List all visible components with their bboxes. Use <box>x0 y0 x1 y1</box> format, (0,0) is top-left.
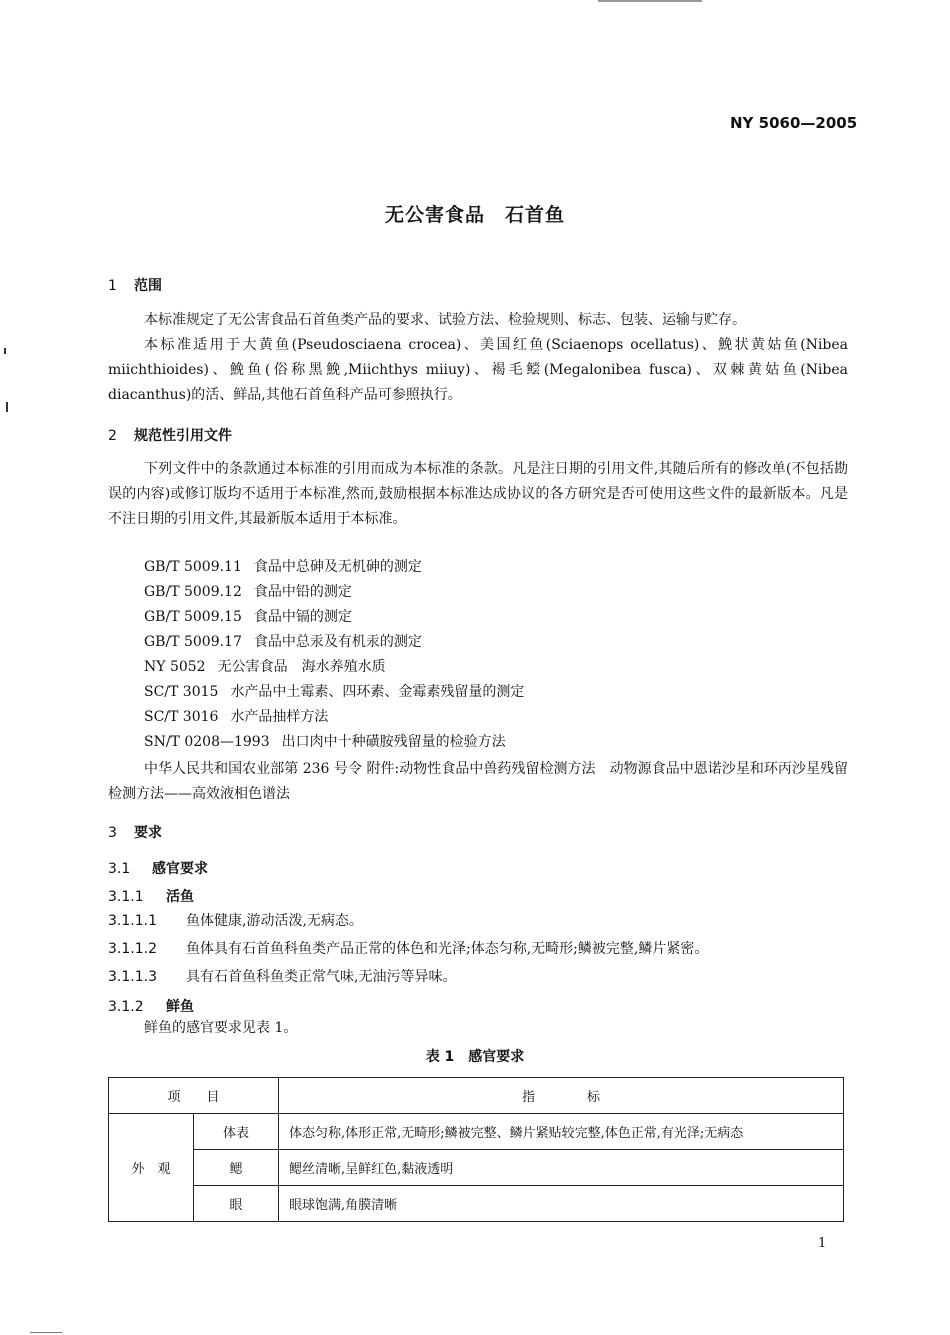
subsection-number: 3.1.2 <box>108 999 144 1015</box>
reference-title: 食品中总砷及无机砷的测定 <box>253 559 422 575</box>
subsection-title: 感官要求 <box>152 861 208 877</box>
reference-code: GB/T 5009.11 <box>144 559 242 575</box>
clause-3-1-1-3 <box>108 965 456 990</box>
table-row <box>109 1186 844 1222</box>
section-3-heading <box>108 822 162 842</box>
reference-item <box>144 556 422 576</box>
section-title: 范围 <box>134 278 162 294</box>
standard-code: NY 5060—2005 <box>730 114 858 132</box>
sensory-requirements-table <box>108 1077 844 1222</box>
clause-3-1-1-1 <box>108 909 363 934</box>
scan-mark <box>4 348 6 354</box>
part-cell: 体表 <box>194 1114 279 1150</box>
document-title: 无公害食品 石首鱼 <box>384 204 565 226</box>
clause-3-1-2-text: 鲜鱼的感官要求见表 1。 <box>144 1020 298 1036</box>
reference-item <box>144 681 524 701</box>
part-cell: 眼 <box>194 1186 279 1222</box>
subsection-title: 活鱼 <box>166 889 194 905</box>
reference-title: 水产品中土霉素、四环素、金霉素残留量的测定 <box>230 684 525 700</box>
clause-3-1-1-2 <box>108 937 708 962</box>
scan-artifact-bottom <box>30 1332 62 1333</box>
scope-paragraph-2: 本标准适用于大黄鱼(Pseudosciaena crocea)、美国红鱼(Sciaenops ocellatus)、鮸状黄姑鱼(Nibea miichthioides)、鮸鱼(俗称黑鮸,Miichthys miiuy)、褐毛鲿(Megalonibea fusca)、双棘黄姑鱼(Nibea diacanthus)的活、鲜品,其他石首鱼科产品可参照执行。 <box>108 337 848 403</box>
table-header-row <box>109 1078 844 1114</box>
group-appearance: 外 观 <box>109 1114 194 1222</box>
scan-mark <box>6 402 8 412</box>
section-number: 2 <box>108 428 117 444</box>
scan-artifact-top <box>598 0 702 2</box>
reference-title: 食品中镉的测定 <box>253 609 352 625</box>
reference-title: 出口肉中十种磺胺残留量的检验方法 <box>281 734 506 750</box>
table-row <box>109 1150 844 1186</box>
table-caption: 表 1 感官要求 <box>425 1049 525 1065</box>
section-title: 要求 <box>134 825 162 841</box>
subsection-3-1-2-heading <box>108 996 194 1016</box>
section-2-heading <box>108 425 232 445</box>
spec-cell: 眼球饱满,角膜清晰 <box>279 1186 844 1222</box>
reference-code: SC/T 3016 <box>144 709 219 725</box>
section-1-heading <box>108 275 162 295</box>
section-title: 规范性引用文件 <box>134 428 232 444</box>
reference-title: 食品中铅的测定 <box>253 584 352 600</box>
clause-number: 3.1.1.1 <box>108 913 157 929</box>
clause-text: 具有石首鱼科鱼类正常气味,无油污等异味。 <box>186 969 457 985</box>
reference-code: GB/T 5009.15 <box>144 609 242 625</box>
reference-title: 无公害食品 海水养殖水质 <box>217 659 386 675</box>
ministry-decree-reference: 中华人民共和国农业部第 236 号令 附件:动物性食品中兽药残留检测方法 动物源食品中恩诺沙星和环丙沙星残留检测方法——高效液相色谱法 <box>108 761 848 802</box>
scope-paragraph-1: 本标准规定了无公害食品石首鱼类产品的要求、试验方法、检验规则、标志、包装、运输与贮存。 <box>144 312 746 328</box>
spec-cell: 鳃丝清晰,呈鲜红色,黏液透明 <box>279 1150 844 1186</box>
reference-code: NY 5052 <box>144 659 206 675</box>
normative-references-intro: 下列文件中的条款通过本标准的引用而成为本标准的条款。凡是注日期的引用文件,其随后所有的修改单(不包括勘误的内容)或修订版均不适用于本标准,然而,鼓励根据本标准达成协议的各方研究是否可使用这些文件的最新版本。凡是不注日期的引用文件,其最新版本适用于本标准。 <box>108 461 848 527</box>
part-cell: 鳃 <box>194 1150 279 1186</box>
reference-item <box>144 631 422 651</box>
header-item: 项 目 <box>109 1078 279 1114</box>
subsection-number: 3.1.1 <box>108 889 144 905</box>
section-number: 3 <box>108 825 117 841</box>
subsection-number: 3.1 <box>108 861 131 877</box>
reference-item <box>144 706 328 726</box>
reference-item <box>144 581 352 601</box>
section-number: 1 <box>108 278 117 294</box>
reference-title: 水产品抽样方法 <box>230 709 329 725</box>
subsection-3-1-1-heading <box>108 886 194 906</box>
reference-item <box>144 606 352 626</box>
clause-number: 3.1.1.3 <box>108 969 157 985</box>
page-number: 1 <box>818 1236 827 1251</box>
subsection-title: 鲜鱼 <box>166 999 194 1015</box>
reference-item <box>144 656 386 676</box>
reference-code: SC/T 3015 <box>144 684 219 700</box>
clause-text: 鱼体具有石首鱼科鱼类产品正常的体色和光泽;体态匀称,无畸形;鳞被完整,鳞片紧密。 <box>186 941 709 957</box>
clause-text: 鱼体健康,游动活泼,无病态。 <box>186 913 363 929</box>
reference-code: GB/T 5009.17 <box>144 634 242 650</box>
reference-item <box>144 731 506 751</box>
reference-code: SN/T 0208—1993 <box>144 734 270 750</box>
spec-cell: 体态匀称,体形正常,无畸形;鳞被完整、鳞片紧贴较完整,体色正常,有光泽;无病态 <box>279 1114 844 1150</box>
header-index: 指 标 <box>279 1078 844 1114</box>
clause-number: 3.1.1.2 <box>108 941 157 957</box>
reference-code: GB/T 5009.12 <box>144 584 242 600</box>
table-row <box>109 1114 844 1150</box>
subsection-3-1-heading <box>108 858 208 878</box>
reference-title: 食品中总汞及有机汞的测定 <box>253 634 422 650</box>
